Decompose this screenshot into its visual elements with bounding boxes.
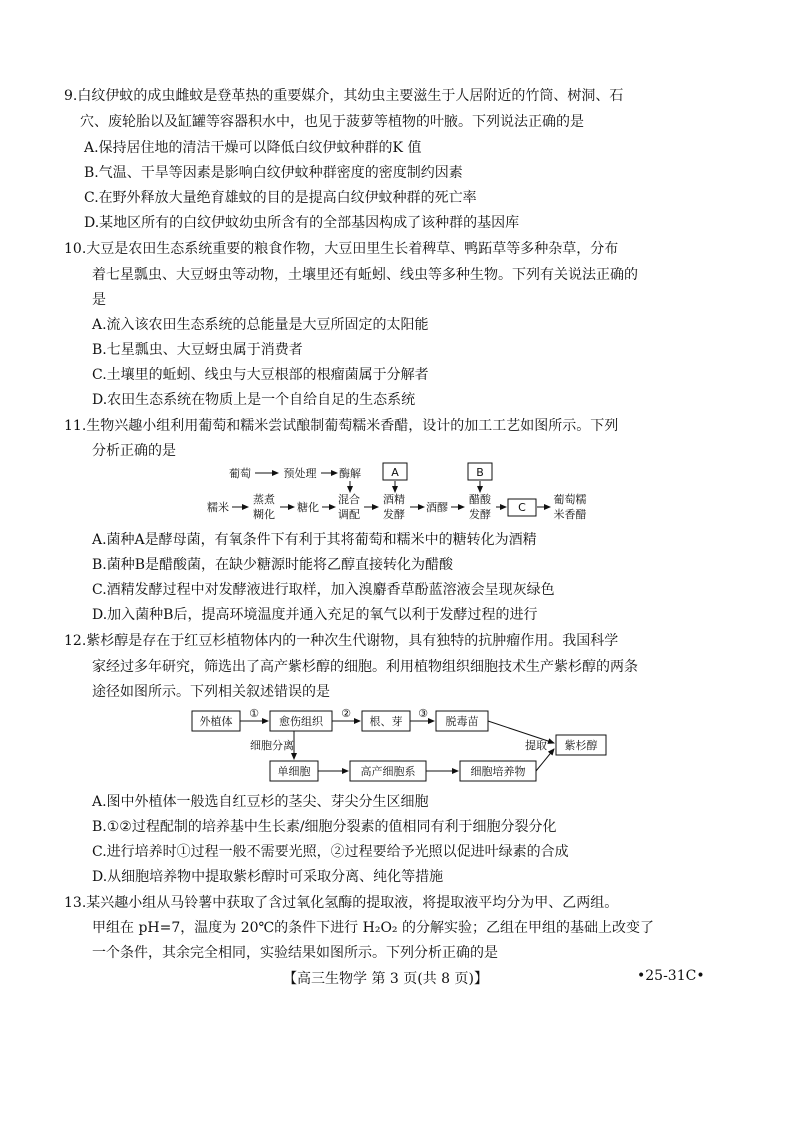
q11-option-d: D.加入菌种B后，提高环境温度并通入充足的氧气以利于发酵过程的进行 [92, 607, 538, 623]
q11-product-2: 米香醋 [553, 508, 587, 521]
page-footer-title: 【高三生物学 第 3 页(共 8 页)】 [283, 971, 488, 987]
q12-rootbud: 根、芽 [369, 715, 403, 728]
q11-mash: 酒醪 [426, 501, 448, 514]
q11-sugar: 糖化 [297, 501, 319, 514]
q10-option-d: D.农田生态系统在物质上是一个自给自足的生态系统 [92, 392, 416, 408]
q11-option-a: A.菌种A是酵母菌，有氧条件下有利于其将葡萄和糯米中的糖转化为酒精 [92, 532, 537, 548]
q11-alc-1: 酒精 [383, 493, 405, 506]
q10-option-a: A.流入该农田生态系统的总能量是大豆所固定的太阳能 [92, 317, 429, 333]
q11-mix-2: 调配 [338, 508, 360, 521]
q11-alc-2: 发酵 [383, 508, 405, 521]
q11-ace-2: 发酵 [469, 508, 491, 521]
q11-box-c-label: C [518, 501, 526, 514]
q11-box-b-label: B [476, 466, 484, 479]
q11-stem-line-2: 分析正确的是 [92, 443, 176, 459]
page-footer-code: •25-31C• [637, 968, 705, 984]
q10-stem-line-3: 是 [92, 292, 106, 308]
q9-option-a: A.保持居住地的清洁干燥可以降低白纹伊蚊种群的K 值 [84, 140, 422, 156]
q10-option-b: B.七星瓢虫、大豆蚜虫属于消费者 [92, 342, 303, 358]
q10-option-c: C.土壤里的蚯蚓、线虫与大豆根部的根瘤菌属于分解者 [92, 367, 429, 383]
q12-taxol: 紫杉醇 [564, 739, 598, 752]
q12-step-2: ② [341, 707, 351, 720]
q11-option-c: C.酒精发酵过程中对发酵液进行取样，加入溴麝香草酚蓝溶液会呈现灰绿色 [92, 582, 555, 598]
q11-ace-1: 醋酸 [469, 493, 491, 506]
q12-stem-line-2: 家经过多年研究，筛选出了高产紫杉醇的细胞。利用植物组织细胞技术生产紫杉醇的两条 [92, 659, 638, 675]
q11-option-b: B.菌种B是醋酸菌，在缺少糖源时能将乙醇直接转化为醋酸 [92, 557, 454, 573]
q9-option-d: D.某地区所有的白纹伊蚊幼虫所含有的全部基因构成了该种群的基因库 [84, 215, 520, 231]
q11-process-diagram [200, 460, 600, 528]
q11-pretreat: 预处理 [283, 467, 317, 480]
q9-option-b: B.气温、干旱等因素是影响白纹伊蚊种群密度的密度制约因素 [84, 165, 463, 181]
q12-separate: 细胞分离 [250, 739, 294, 752]
q12-virusfree: 脱毒苗 [445, 715, 479, 728]
q13-stem-line-3: 一个条件，其余完全相同，实验结果如图所示。下列分析正确的是 [92, 945, 498, 961]
q11-product-1: 葡萄糯 [553, 493, 587, 506]
q11-grape: 葡萄 [229, 467, 251, 480]
q9-stem-line-1: 9.白纹伊蚊的成虫雌蚊是登革热的重要媒介，其幼虫主要滋生于人居附近的竹筒、树洞、石 [64, 88, 624, 104]
q13-stem-line-1: 13.某兴趣小组从马铃薯中获取了含过氧化氢酶的提取液，将提取液平均分为甲、乙两组。 [64, 895, 619, 911]
q12-step-1: ① [249, 707, 259, 720]
q12-option-a: A.图中外植体一般选自红豆杉的茎尖、芽尖分生区细胞 [92, 794, 429, 810]
q12-highyield: 高产细胞系 [360, 765, 416, 778]
q12-stem-line-1: 12.紫杉醇是存在于红豆杉植物体内的一种次生代谢物，具有独特的抗肿瘤作用。我国科学 [64, 633, 619, 649]
q12-option-d: D.从细胞培养物中提取紫杉醇时可采取分离、纯化等措施 [92, 869, 444, 885]
q12-single: 单细胞 [277, 765, 311, 778]
q12-pathway-diagram [190, 705, 610, 787]
q11-rice: 糯米 [207, 501, 229, 514]
q12-extract: 提取 [525, 739, 547, 752]
q13-stem-line-2: 甲组在 pH=7，温度为 20℃的条件下进行 H₂O₂ 的分解实验；乙组在甲组的基础上改变了 [92, 920, 654, 936]
q12-option-b: B.①②过程配制的培养基中生长素/细胞分裂素的值相同有利于细胞分裂分化 [92, 819, 557, 835]
q11-enzymolysis: 酶解 [339, 467, 361, 480]
q12-explant: 外植体 [199, 715, 233, 728]
q11-stem-line-1: 11.生物兴趣小组利用葡萄和糯米尝试酿制葡萄糯米香醋，设计的加工工艺如图所示。下列 [64, 418, 619, 434]
q11-steam-2: 糊化 [253, 508, 275, 521]
q12-culture: 细胞培养物 [470, 765, 526, 778]
q11-steam-1: 蒸煮 [253, 493, 275, 506]
q10-stem-line-2: 着七星瓢虫、大豆蚜虫等动物，土壤里还有蚯蚓、线虫等多种生物。下列有关说法正确的 [92, 267, 638, 283]
q10-stem-line-1: 10.大豆是农田生态系统重要的粮食作物，大豆田里生长着稗草、鸭跖草等多种杂草，分布 [64, 241, 619, 257]
q12-stem-line-3: 途径如图所示。下列相关叙述错误的是 [92, 684, 330, 700]
q11-mix-1: 混合 [338, 493, 360, 506]
q9-option-c: C.在野外释放大量绝育雄蚊的目的是提高白纹伊蚊种群的死亡率 [84, 190, 477, 206]
q12-callus: 愈伤组织 [279, 715, 323, 728]
q9-stem-line-2: 穴、废轮胎以及缸罐等容器积水中，也见于菠萝等植物的叶腋。下列说法正确的是 [80, 114, 584, 130]
q12-step-3: ③ [418, 707, 428, 720]
q12-option-c: C.进行培养时①过程一般不需要光照，②过程要给予光照以促进叶绿素的合成 [92, 844, 569, 860]
q11-box-a-label: A [391, 466, 399, 479]
